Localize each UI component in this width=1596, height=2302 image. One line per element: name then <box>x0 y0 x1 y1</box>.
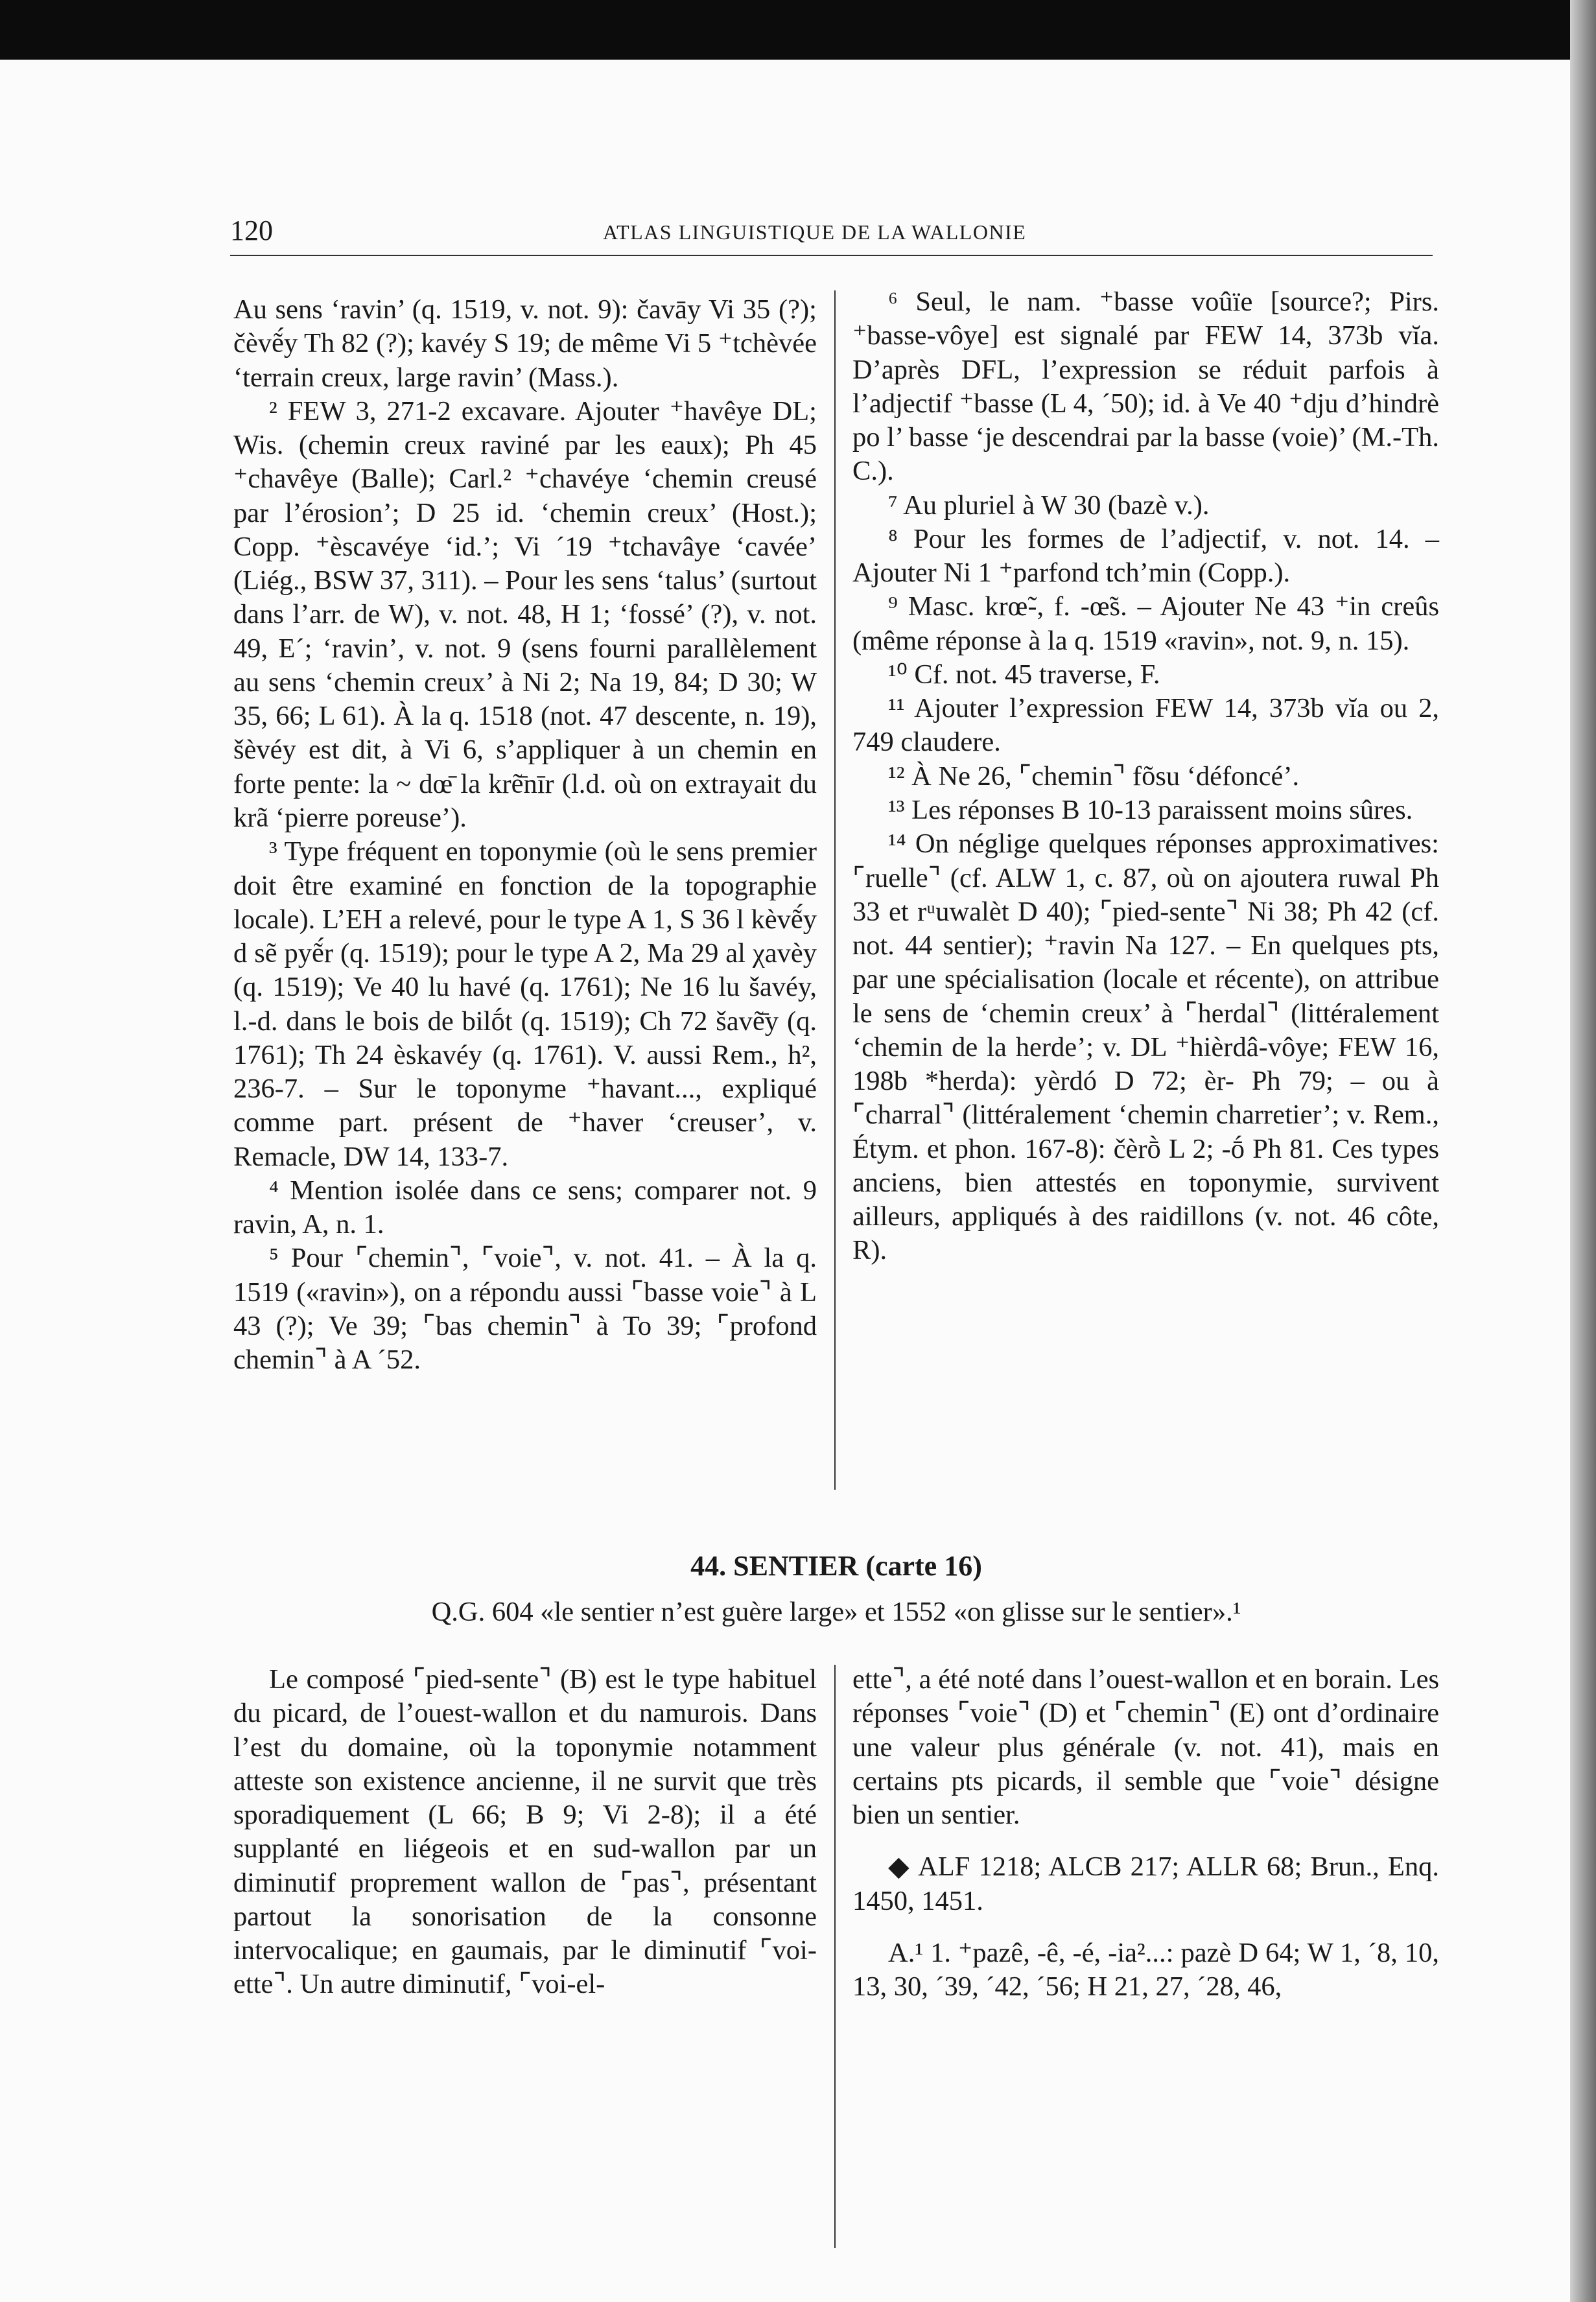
body-column-rule <box>834 1665 836 2248</box>
body-left-column <box>233 1663 817 2002</box>
footnote-13: ¹³ Les réponses B 10-13 paraissent moins sûres. <box>888 794 1413 825</box>
body-paragraph-continuation: ette⌝, a été noté dans l’ouest-wallon et en borain. Les réponses ⌜voie⌝ (D) et ⌜chemin⌝ (E) ont d’ordinaire une valeur plus générale (v. not. 41), mais en certains pts picards, il semble que ⌜voie⌝ désigne bien un sentier. <box>852 1664 1439 1831</box>
footnote-9: ⁹ Masc. krœ̃-, f. -œ̃s. – Ajouter Ne 43 ⁺in creûs (même réponse à la q. 1519 «ravin», not. 9, n. 15). <box>852 591 1439 656</box>
page-number: 120 <box>230 215 273 246</box>
footnotes-column-rule <box>834 290 836 1490</box>
references-paragraph: ◆ ALF 1218; ALCB 217; ALLR 68; Brun., Enq. 1450, 1451. <box>852 1851 1439 1916</box>
footnote-3: ³ Type fréquent en toponymie (où le sens premier doit être examiné en fonction de la topographie locale). L’EH a relevé, pour le type A 1, S 36 l kèvẽ́y d sẽ pyẽ́r (q. 1519); pour le type A 2, Ma 29 al χavèy (q. 1519); Ve 40 lu havé (q. 1761); Ne 16 lu šavéy, l.-d. dans le bois de bilṓt (q. 1519); Ch 72 šavẽ̄y (q. 1761); Th 24 èskavéy (q. 1761). V. aussi Rem., h², 236-7. – Sur le toponyme ⁺havant..., expliqué comme part. présent de ⁺haver ‘creuser’, v. Remacle, DW 14, 133-7. <box>233 836 817 1172</box>
scan-top-border <box>0 0 1596 60</box>
body-right-column <box>852 1663 1439 2004</box>
footnote-12: ¹² À Ne 26, ⌜chemin⌝ fõsu ‘défoncé’. <box>888 760 1300 792</box>
footnote-11: ¹¹ Ajouter l’expression FEW 14, 373b vĭa ou 2, 749 claudere. <box>852 693 1439 758</box>
footnote-10: ¹⁰ Cf. not. 45 traverse, F. <box>888 659 1160 690</box>
questionnaire-line: Q.G. 604 «le sentier n’est guère large» et 1552 «on glisse sur le sentier».¹ <box>431 1597 1241 1627</box>
footnote-8: ⁸ Pour les formes de l’adjectif, v. not. 14. – Ajouter Ni 1 ⁺parfond tch’min (Copp.). <box>852 523 1439 589</box>
footnote-5: ⁵ Pour ⌜chemin⌝, ⌜voie⌝, v. not. 41. – À la q. 1519 («ravin»), on a répondu aussi ⌜basse voie⌝ à L 43 (?); Ve 39; ⌜bas chemin⌝ à To 39; ⌜profond chemin⌝ à A ´52. <box>233 1243 817 1376</box>
footnote-2: ² FEW 3, 271-2 excavare. Ajouter ⁺havêye DL; Wis. (chemin creux raviné par les eaux); Ph 45 ⁺chavêye (Balle); Carl.² ⁺chavéye ‘chemin creusé par l’érosion’; D 25 id. ‘chemin creux’ (Host.); Copp. ⁺èscavéye ‘id.’; Vi ´19 ⁺tchavâye ‘cavée’ (Liég., BSW 37, 311). – Pour les sens ‘talus’ (surtout dans l’arr. de W), v. not. 48, H 1; ‘fossé’ (?), v. not. 49, E´; ‘ravin’, v. not. 9 (sens fourni parallèlement au sens ‘chemin creux’ à Ni 2; Na 19, 84; D 30; W 35, 66; L 61). À la q. 1518 (not. 47 descente, n. 19), šèvéy est dit, à Vi 6, s’appliquer à un chemin en forte pente: la ~ dœ̄ la krẽ̄nīr (l.d. où on extrayait du krã ‘pierre poreuse’). <box>233 395 817 833</box>
running-head <box>230 214 1433 253</box>
footnote-14: ¹⁴ On néglige quelques réponses approximatives: ⌜ruelle⌝ (cf. ALW 1, c. 87, où on ajoutera ruwal Ph 33 et rᵘuwalèt D 40); ⌜pied-sente⌝ Ni 38; Ph 42 (cf. not. 44 sentier); ⁺ravin Na 127. – En quelques pts, par une spécialisation (locale et récente), on attribue le sens de ‘chemin creux’ à ⌜herdal⌝ (littéralement ‘chemin de la herde’; v. DL ⁺hièrdâ-vôye; FEW 16, 198b *herda): yèrdó D 72; èr- Ph 79; – ou à ⌜charral⌝ (littéralement ‘chemin charretier’; v. Rem., Étym. et phon. 167-8): čèrṑ L 2; -ṓ Ph 81. Ces types anciens, bien attestés en toponymie, survivent ailleurs, appliqués à des raidillons (v. not. 46 côte, R). <box>852 828 1439 1266</box>
footnotes-right-column <box>852 285 1439 1268</box>
footnote-7: ⁷ Au pluriel à W 30 (bazè v.). <box>888 489 1210 521</box>
scan-right-border <box>1570 0 1596 2302</box>
header-rule <box>230 255 1433 256</box>
section-title: 44. SENTIER (carte 16) <box>690 1550 982 1582</box>
running-title: ATLAS LINGUISTIQUE DE LA WALLONIE <box>603 220 1027 244</box>
footnote-4: ⁴ Mention isolée dans ce sens; comparer not. 9 ravin, A, n. 1. <box>233 1175 817 1240</box>
type-a-paragraph: A.¹ 1. ⁺pazê, -ê, -é, -ia²...: pazè D 64; W 1, ´8, 10, 13, 30, ´39, ´42, ´56; H 21, 27, ´28, 46, <box>852 1937 1439 2003</box>
footnote-6: ⁶ Seul, le nam. ⁺basse voûïe [source?; Pirs. ⁺basse-vôye] est signalé par FEW 14, 373b vĭa. D’après DFL, l’expression se réduit parfois à l’adjectif ⁺basse (L 4, ´50); id. à Ve 40 ⁺dju d’hindrè po l’ basse ‘je descendrai par la basse (voie)’ (M.-Th. C.). <box>852 287 1439 487</box>
body-paragraph: Le composé ⌜pied-sente⌝ (B) est le type habituel du picard, de l’ouest-wallon et du namurois. Dans l’est du domaine, où la toponymie notamment atteste son existence ancienne, il ne survit que très sporadiquement (L 66; B 9; Vi 2-8); il a été supplanté en liégeois et en sud-wallon par un diminutif proprement wallon de ⌜pas⌝, présentant partout la sonorisation de la consonne intervocalique; en gaumais, par le diminutif ⌜voi-ette⌝. Un autre diminutif, ⌜voi-el- <box>233 1664 817 2000</box>
footnote-1-continuation: Au sens ‘ravin’ (q. 1519, v. not. 9): čavāy Vi 35 (?); čèvẽ́y Th 82 (?); kavéy S 19; de même Vi 5 ⁺tchèvée ‘terrain creux, large ravin’ (Mass.). <box>233 294 817 393</box>
footnotes-left-column <box>233 293 817 1378</box>
